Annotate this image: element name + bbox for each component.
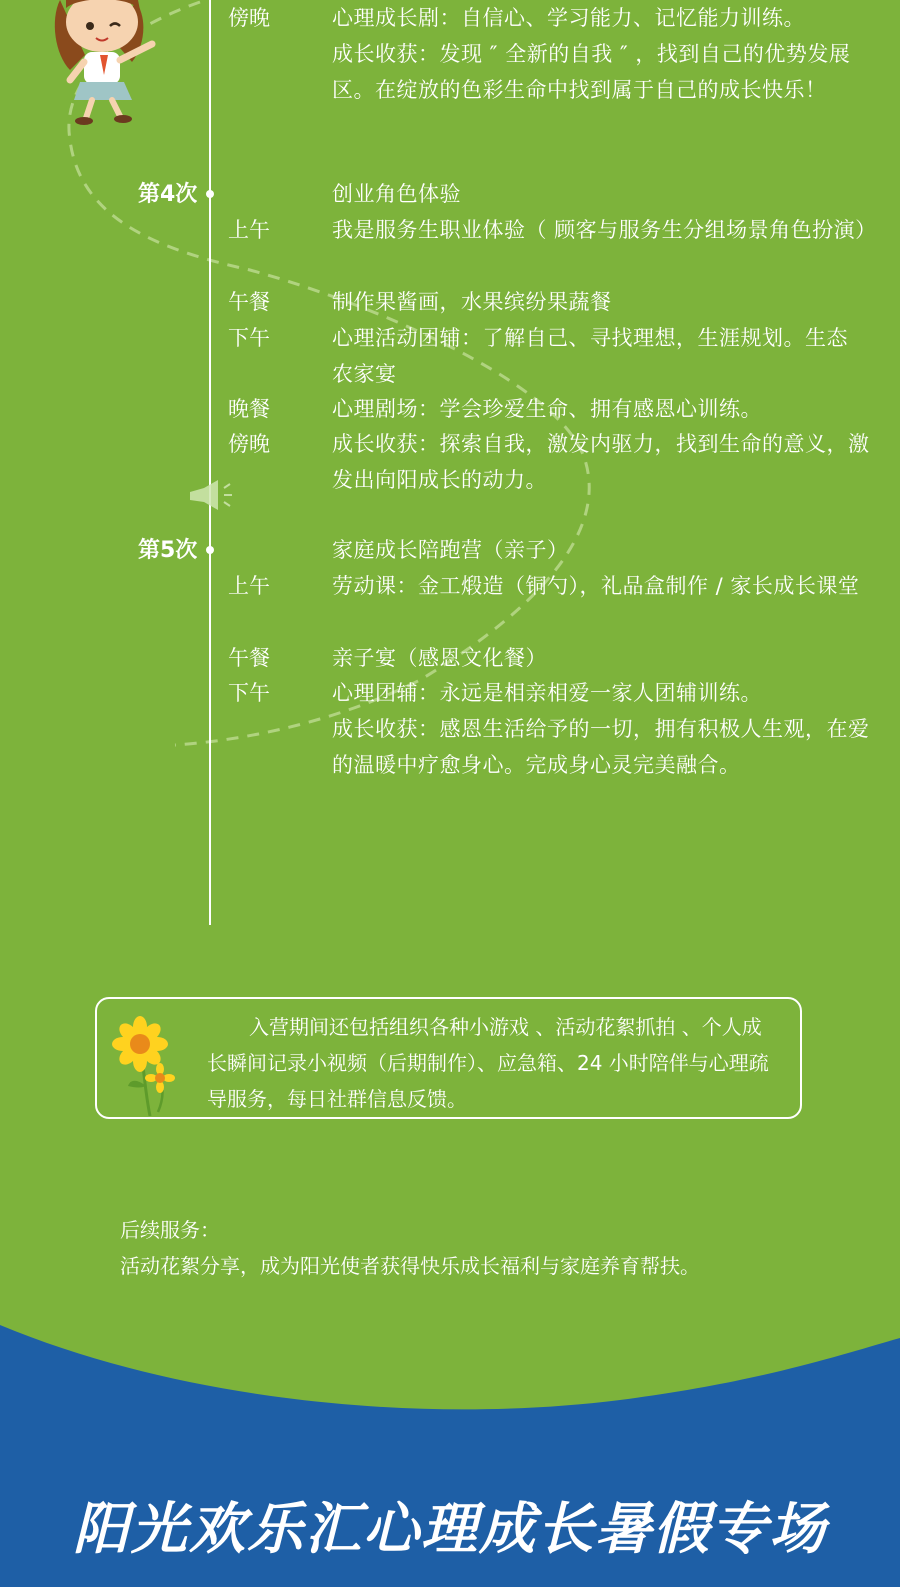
activity-description: 亲子宴（感恩文化餐） — [332, 646, 547, 670]
followup-section — [120, 1212, 700, 1284]
activity-description: 我是服务生职业体验（ 顾客与服务生分组场景角色扮演） — [332, 218, 877, 242]
cartoon-girl-illustration — [40, 0, 170, 130]
time-slot: 午餐 — [228, 646, 270, 670]
activity-description: 制作果酱画，水果缤纷果蔬餐 — [332, 290, 612, 314]
activity-line: 成长收获：发现 ″ 全新的自我 ″ ，找到自己的优势发展区。在绽放的色彩生命中找到属于自己的成长快乐！ — [332, 42, 851, 102]
followup-heading: 后续服务： — [120, 1218, 220, 1242]
note-box — [95, 997, 802, 1119]
day-label: 第4次 — [138, 182, 198, 207]
time-slot: 上午 — [228, 574, 270, 598]
time-slot: 傍晚 — [228, 6, 270, 30]
footer-title: 阳光欢乐汇心理成长暑假专场 — [73, 1497, 827, 1562]
time-slot: 下午 — [228, 681, 270, 705]
timeline-dot — [206, 190, 214, 198]
activity-description: 劳动课：金工煅造（铜勺），礼品盒制作 / 家长成长课堂 — [332, 574, 860, 598]
activity-description: 心理活动团辅：了解自己、寻找理想，生涯规划。生态农家宴 — [332, 326, 848, 386]
time-slot: 午餐 — [228, 290, 270, 314]
time-slot: 下午 — [228, 326, 270, 350]
day-title: 创业角色体验 — [332, 182, 461, 206]
timeline-line — [209, 0, 211, 925]
time-slot: 傍晚 — [228, 432, 270, 456]
day-label: 第5次 — [138, 538, 198, 563]
activity-description: 成长收获：探索自我，激发内驱力，找到生命的意义，激发出向阳成长的动力。 — [332, 432, 870, 492]
megaphone-icon — [186, 476, 236, 516]
followup-text: 活动花絮分享，成为阳光使者获得快乐成长福利与家庭养育帮扶。 — [120, 1254, 700, 1278]
activity-description: 心理剧场：学会珍爱生命、拥有感恩心训练。 — [332, 397, 762, 421]
day-title: 家庭成长陪跑营（亲子） — [332, 538, 569, 562]
activity-description: 成长收获：感恩生活给予的一切，拥有积极人生观，在爱的温暖中疗愈身心。完成身心灵完美融合。 — [332, 717, 870, 777]
time-slot: 上午 — [228, 218, 270, 242]
note-text: 入营期间还包括组织各种小游戏 、活动花絮抓拍 、个人成长瞬间记录小视频（后期制作）、应急箱、24 小时陪伴与心理疏导服务，每日社群信息反馈。 — [207, 1015, 769, 1111]
sunflower-icon — [108, 1016, 188, 1116]
time-slot: 晚餐 — [228, 397, 270, 421]
activity-description — [332, 0, 880, 108]
activity-line: 心理成长剧：自信心、学习能力、记忆能力训练。 — [332, 6, 805, 30]
activity-description: 心理团辅：永远是相亲相爱一家人团辅训练。 — [332, 681, 762, 705]
timeline-dot — [206, 546, 214, 554]
